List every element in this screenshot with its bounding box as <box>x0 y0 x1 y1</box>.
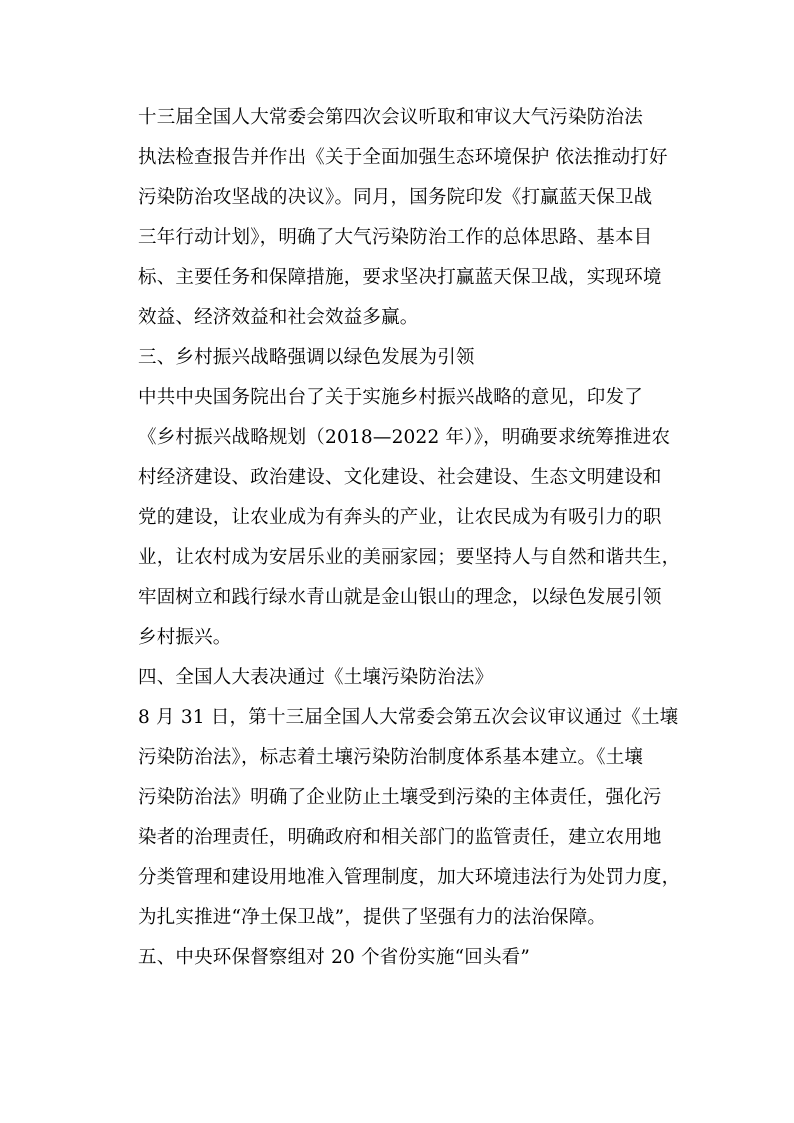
paragraph-line: 中共中央国务院出台了关于实施乡村振兴战略的意见，印发了 <box>138 387 643 408</box>
paragraph-line: 十三届全国人大常委会第四次会议听取和审议大气污染防治法 <box>138 107 643 128</box>
paragraph-line: 村经济建设、政治建设、文化建设、社会建设、生态文明建设和 <box>138 467 662 488</box>
section-heading-inspection: 五、中央环保督察组对 20 个省份实施“回头看” <box>138 947 531 968</box>
paragraph-line: 执法检查报告并作出《关于全面加强生态环境保护 依法推动打好 <box>138 147 668 168</box>
paragraph-line: 为扎实推进“净土保卫战”，提供了坚强有力的法治保障。 <box>138 907 607 928</box>
paragraph-line: 标、主要任务和保障措施，要求坚决打赢蓝天保卫战，实现环境 <box>138 267 662 288</box>
section-heading-soil-law: 四、全国人大表决通过《土壤污染防治法》 <box>138 667 494 688</box>
paragraph-line: 党的建设，让农业成为有奔头的产业，让农民成为有吸引力的职 <box>138 507 662 528</box>
paragraph-line: 乡村振兴。 <box>138 627 232 648</box>
paragraph-line: 污染防治法》，标志着土壤污染防治制度体系基本建立。《土壤 <box>138 747 644 768</box>
paragraph-line: 污染防治攻坚战的决议》。同月，国务院印发《打赢蓝天保卫战 <box>138 187 653 208</box>
paragraph-line: 《乡村振兴战略规划（2018—2022 年）》，明确要求统筹推进农 <box>138 427 671 448</box>
paragraph-line: 分类管理和建设用地准入管理制度，加大环境违法行为处罚力度， <box>138 867 681 888</box>
paragraph-line: 8 月 31 日，第十三届全国人大常委会第五次会议审议通过《土壤 <box>138 707 679 728</box>
paragraph-line: 污染防治法》明确了企业防止土壤受到污染的主体责任，强化污 <box>138 787 662 808</box>
paragraph-line: 业，让农村成为安居乐业的美丽家园；要坚持人与自然和谐共生， <box>138 547 681 568</box>
paragraph-line: 染者的治理责任，明确政府和相关部门的监管责任，建立农用地 <box>138 827 662 848</box>
paragraph-line: 三年行动计划》，明确了大气污染防治工作的总体思路、基本目 <box>138 227 653 248</box>
paragraph-line: 牢固树立和践行绿水青山就是金山银山的理念，以绿色发展引领 <box>138 587 662 608</box>
paragraph-line: 效益、经济效益和社会效益多赢。 <box>138 307 419 328</box>
section-heading-rural-revitalization: 三、乡村振兴战略强调以绿色发展为引领 <box>138 347 475 368</box>
